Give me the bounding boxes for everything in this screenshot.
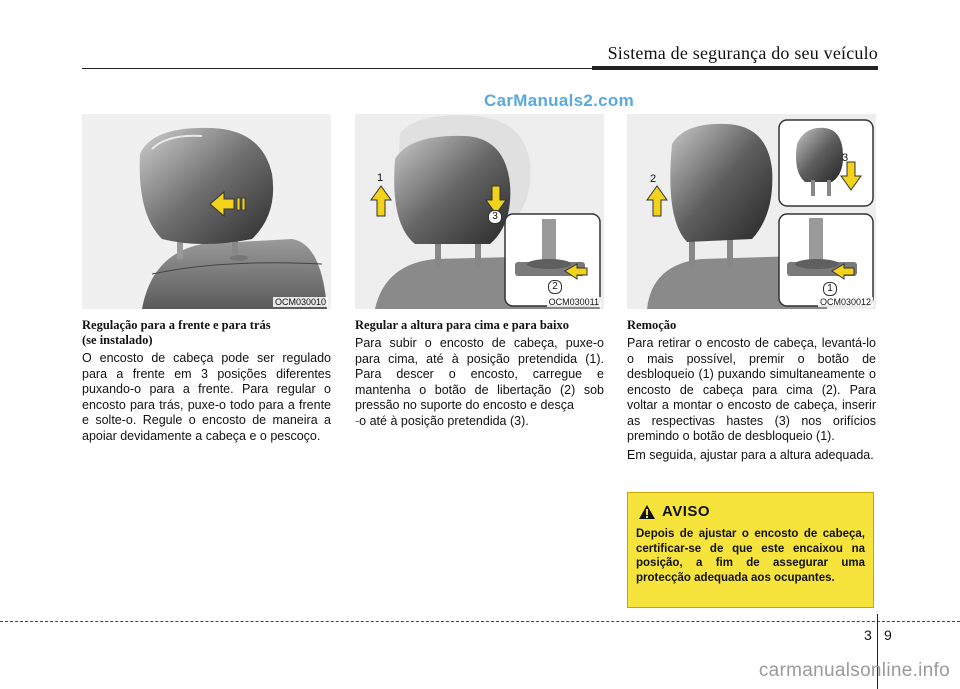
callout-2: 2 bbox=[548, 280, 562, 294]
column-height-adjust bbox=[355, 318, 604, 432]
callout-3: 3 bbox=[488, 210, 502, 224]
callout-3: 3 bbox=[842, 152, 849, 164]
paragraph-forward-adjust: O encosto de cabeça pode ser regulado para a frente em 3 posições diferentes puxando-o para a frente. Para regular o encosto para trás, puxe-o todo para a frente e solte-o. Regule o encosto de maneira a apoiar devidamente a cabeça e o pescoço. bbox=[82, 351, 331, 443]
chapter-number: 3 bbox=[864, 627, 872, 643]
page-number: 9 bbox=[884, 627, 892, 643]
heading-removal: Remoção bbox=[627, 318, 677, 332]
figure-forward-adjust bbox=[82, 114, 331, 309]
headrest-illustration-2 bbox=[355, 114, 604, 309]
column-removal bbox=[627, 318, 876, 466]
heading-forward-adjust: Regulação para a frente e para trás (se instalado) bbox=[82, 318, 271, 347]
footer-rule bbox=[0, 621, 960, 622]
header-rule-accent bbox=[592, 66, 878, 70]
warning-triangle-icon bbox=[638, 504, 656, 520]
figure-height-adjust bbox=[355, 114, 604, 309]
column-forward-adjust bbox=[82, 318, 331, 447]
headrest-illustration-3 bbox=[627, 114, 876, 309]
callout-1: 1 bbox=[377, 172, 384, 184]
watermark-bottom[interactable]: carmanualsonline.info bbox=[758, 660, 950, 681]
figure-removal bbox=[627, 114, 876, 309]
warning-header bbox=[638, 503, 710, 520]
callout-1: 1 bbox=[823, 282, 837, 296]
watermark-top[interactable]: CarManuals2.com bbox=[484, 91, 634, 110]
warning-box bbox=[627, 492, 874, 608]
figure-code: OCM030012 bbox=[819, 297, 871, 307]
paragraph-height-adjust: Para subir o encosto de cabeça, puxe-o para cima, até à posição pretendida (1). Para descer o encosto, carregue e mantenha o botão de libertação (2) sob pressão no suporte do encosto e desça -o até à posição pretendida (3). bbox=[355, 336, 604, 428]
warning-title: AVISO bbox=[662, 503, 711, 520]
paragraph-adjust-height: Em seguida, ajustar para a altura adequada. bbox=[627, 447, 874, 462]
figure-code: OCM030011 bbox=[548, 297, 599, 307]
callout-2: 2 bbox=[650, 173, 657, 185]
section-title: Sistema de segurança do seu veículo bbox=[607, 43, 878, 63]
figure-code: OCM030010 bbox=[274, 297, 326, 307]
headrest-illustration-1 bbox=[82, 114, 331, 309]
warning-text: Depois de ajustar o encosto de cabeça, certificar-se de que este encaixou na posição, a fim de assegurar uma protecção adequada aos ocupantes. bbox=[636, 528, 865, 584]
heading-height-adjust: Regular a altura para cima e para baixo bbox=[355, 318, 569, 332]
paragraph-removal: Para retirar o encosto de cabeça, levantá-lo o mais possível, premir o botão de desbloqueio (1) puxando simultaneamente o encosto de cabeça para cima (2). Para voltar a montar o encosto de cabeça, inserir as respectivas hastes (3) nos orifícios premindo o botão de desbloqueio (1). bbox=[627, 336, 876, 443]
